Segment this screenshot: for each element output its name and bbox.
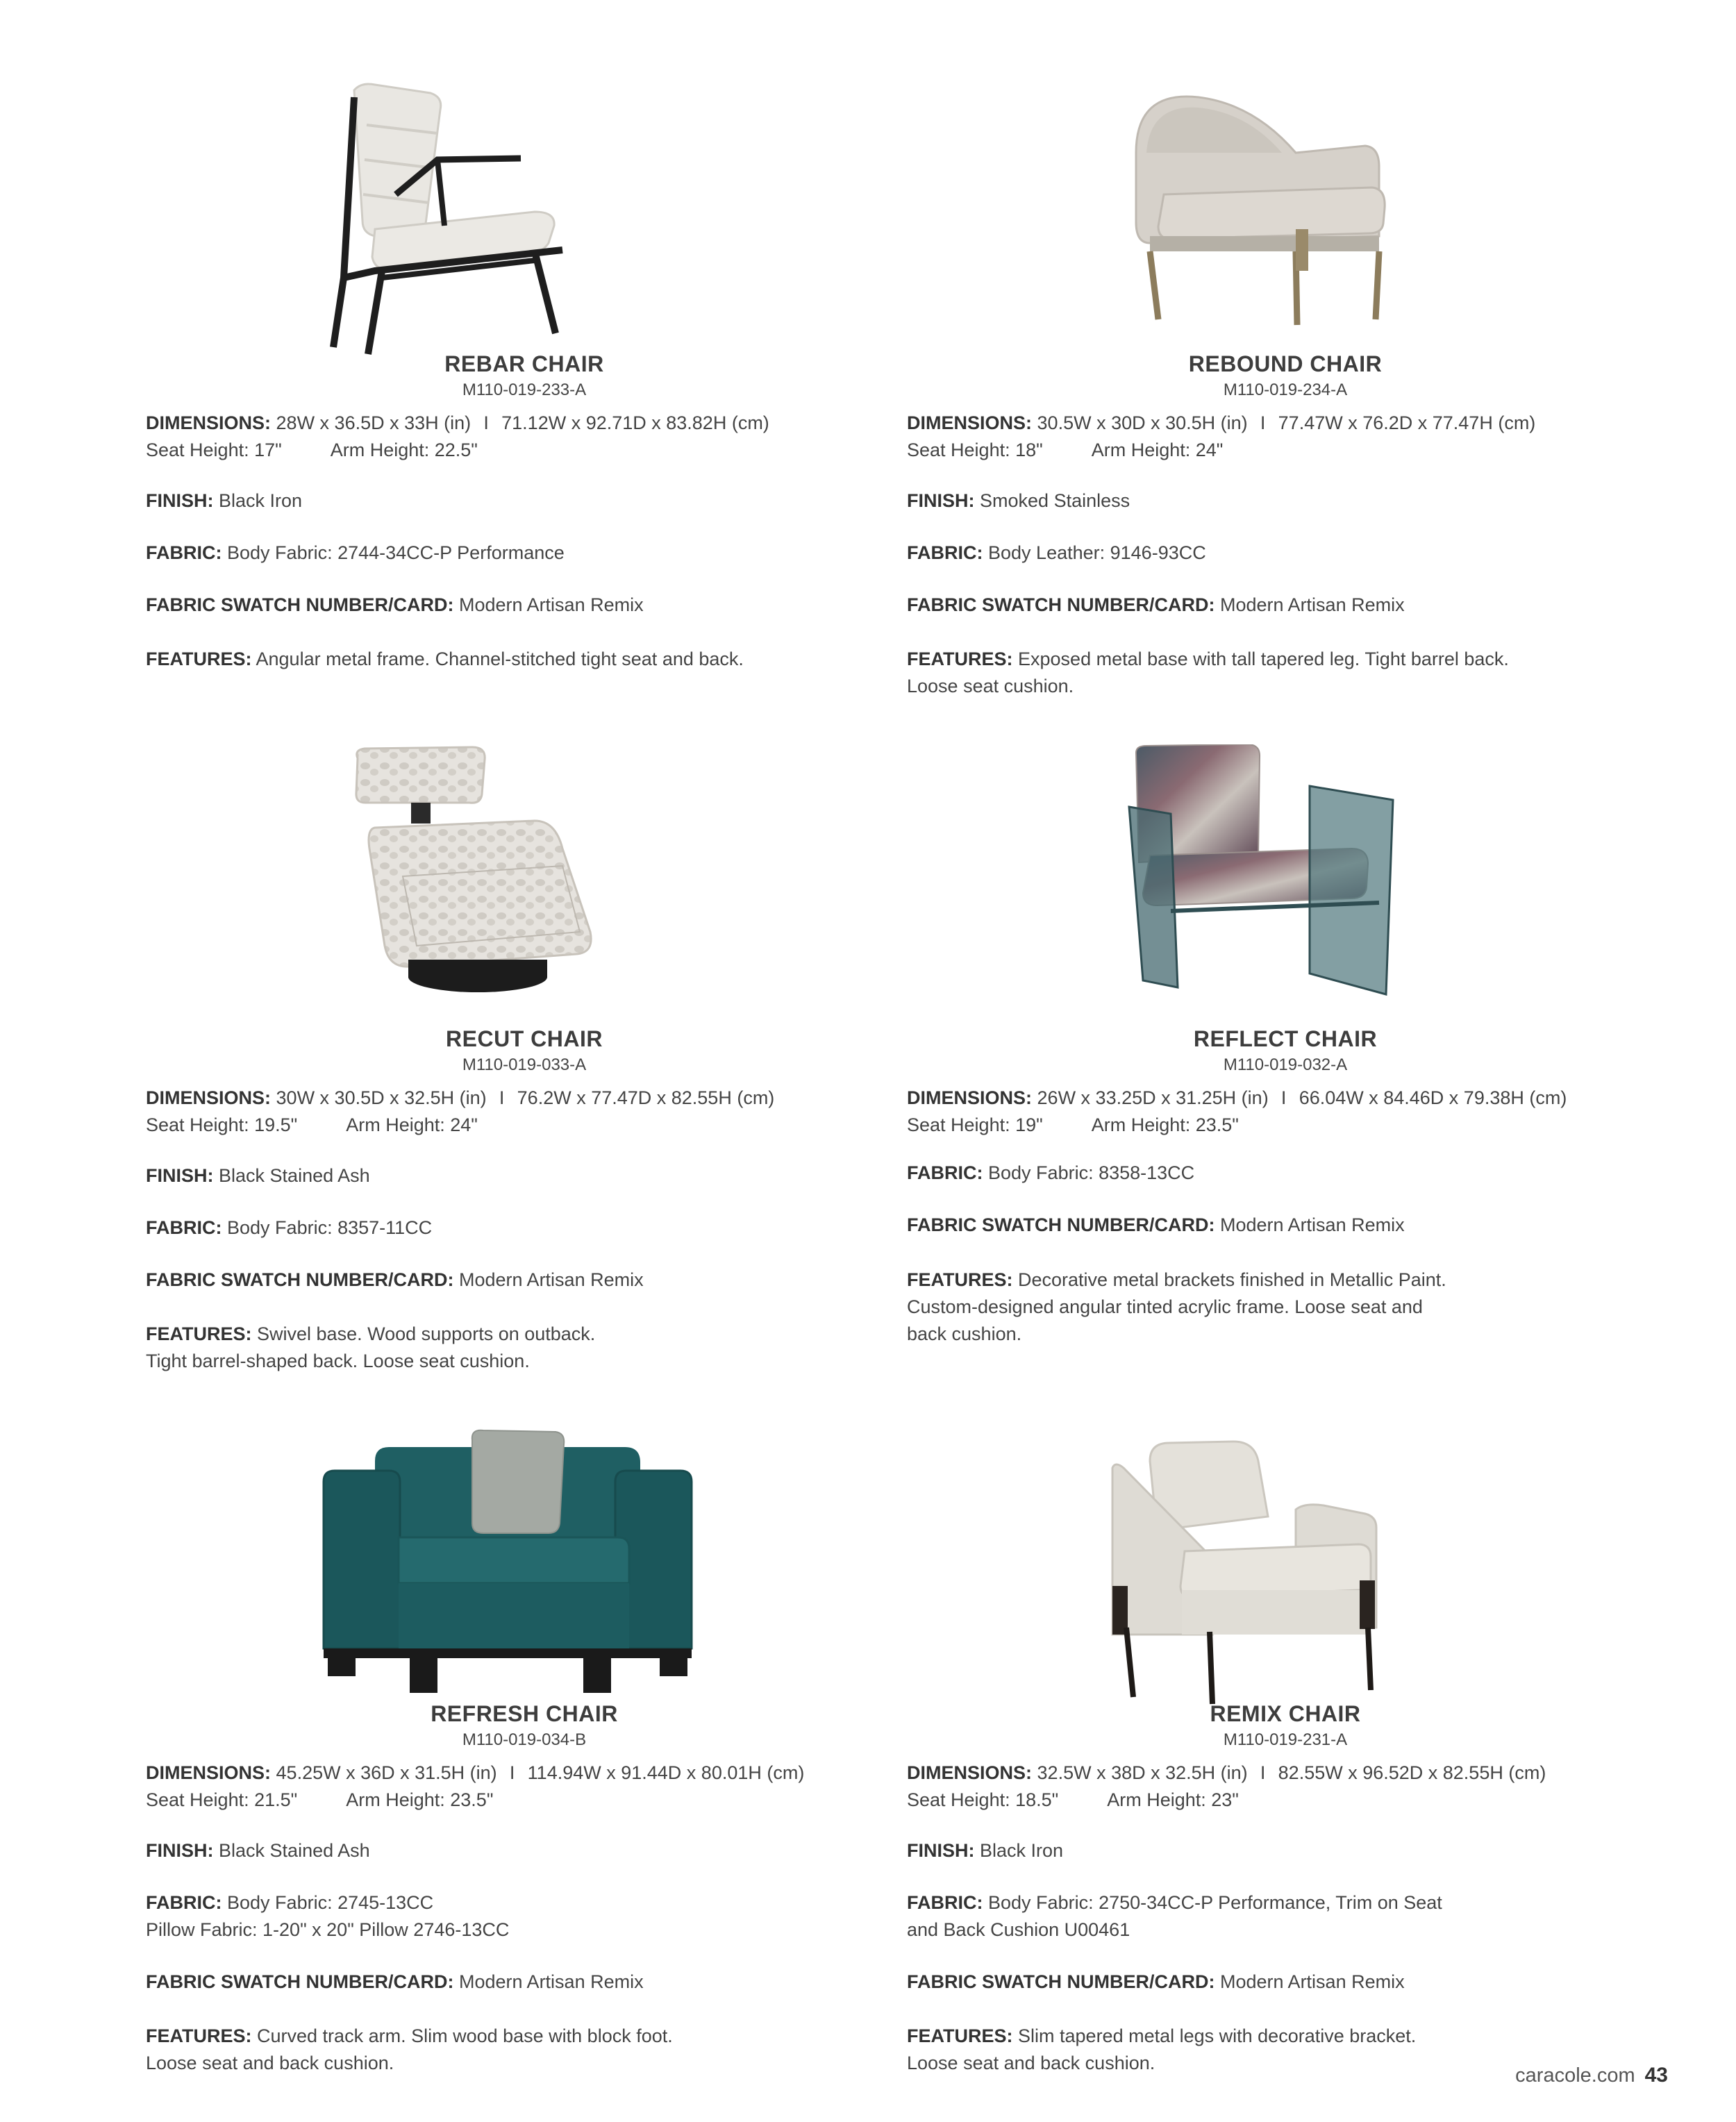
dimensions-cm: 66.04W x 84.46D x 79.38H (cm) (1299, 1087, 1567, 1108)
finish-label: FINISH: (907, 1840, 975, 1861)
arm-height: Arm Height: 23" (1107, 1789, 1239, 1810)
fabric-value: Body Fabric: 2745-13CC (227, 1892, 434, 1913)
seat-height: Seat Height: 18.5" (907, 1789, 1059, 1810)
fabric-label: FABRIC: (146, 1217, 222, 1238)
swatch-label: FABRIC SWATCH NUMBER/CARD: (146, 1971, 454, 1992)
features-block (146, 1321, 903, 1375)
dimensions-label: DIMENSIONS: (907, 1087, 1033, 1108)
swatch-value: Modern Artisan Remix (1220, 1214, 1405, 1235)
swatch-line (146, 1969, 903, 1996)
swatch-value: Modern Artisan Remix (459, 594, 644, 615)
product-sku: M110-019-034-B (462, 1730, 587, 1749)
swatch-value: Modern Artisan Remix (459, 1971, 644, 1992)
swatch-label: FABRIC SWATCH NUMBER/CARD: (907, 1971, 1215, 1992)
rebound-chair-photo (907, 69, 1664, 396)
dimensions-in: 28W x 36.5D x 33H (in) (276, 412, 471, 433)
features-block (146, 2023, 903, 2077)
swatch-value: Modern Artisan Remix (1220, 594, 1405, 615)
fabric-label: FABRIC: (907, 1162, 983, 1183)
seat-height: Seat Height: 17" (146, 440, 282, 460)
arm-height: Arm Height: 24" (1091, 440, 1224, 460)
fabric-label: FABRIC: (907, 1892, 983, 1913)
finish-value: Smoked Stainless (980, 490, 1130, 511)
dimensions-block (907, 1085, 1664, 1139)
reflect-chair-photo (907, 744, 1664, 1071)
dimensions-separator: I (499, 1087, 505, 1108)
refresh-chair-photo (146, 1419, 903, 1746)
features-label: FEATURES: (907, 2025, 1013, 2046)
product-sku: M110-019-231-A (1223, 1730, 1348, 1749)
seat-height: Seat Height: 19.5" (146, 1114, 298, 1135)
product-title: RECUT CHAIR (446, 1026, 603, 1051)
swatch-label: FABRIC SWATCH NUMBER/CARD: (907, 594, 1215, 615)
features-line-3: back cushion. (907, 1323, 1022, 1344)
finish-line (907, 1837, 1664, 1864)
fabric-value: Body Fabric: 2744-34CC-P Performance (227, 542, 565, 563)
finish-line (907, 487, 1664, 515)
seat-height: Seat Height: 21.5" (146, 1789, 298, 1810)
finish-value: Black Stained Ash (219, 1840, 370, 1861)
swatch-line (907, 1969, 1664, 1996)
features-line (146, 646, 903, 673)
arm-height: Arm Height: 22.5" (330, 440, 478, 460)
features-label: FEATURES: (907, 1269, 1013, 1290)
finish-value: Black Iron (219, 490, 303, 511)
dimensions-label: DIMENSIONS: (146, 1762, 272, 1783)
fabric-value: Body Fabric: 2750-34CC-P Performance, Trim on Seat (988, 1892, 1442, 1913)
dimensions-cm: 71.12W x 92.71D x 83.82H (cm) (501, 412, 769, 433)
product-title: REMIX CHAIR (1210, 1701, 1361, 1726)
features-block (907, 646, 1664, 700)
dimensions-label: DIMENSIONS: (146, 1087, 272, 1108)
features-label: FEATURES: (146, 2025, 252, 2046)
fabric-line-2: Pillow Fabric: 1-20" x 20" Pillow 2746-13CC (146, 1919, 510, 1940)
dimensions-separator: I (483, 412, 489, 433)
finish-label: FINISH: (146, 1165, 214, 1186)
features-line-2: Tight barrel-shaped back. Loose seat cushion. (146, 1351, 530, 1371)
features-label: FEATURES: (907, 649, 1013, 669)
dimensions-label: DIMENSIONS: (146, 412, 272, 433)
dimensions-block (146, 1760, 903, 1814)
swatch-label: FABRIC SWATCH NUMBER/CARD: (146, 1269, 454, 1290)
swatch-line (907, 592, 1664, 619)
finish-line (146, 1162, 903, 1189)
features-value: Curved track arm. Slim wood base with block foot. (257, 2025, 673, 2046)
recut-chair-photo (146, 744, 903, 1071)
fabric-line (907, 540, 1664, 567)
rebar-chair-photo (146, 69, 903, 396)
product-sku: M110-019-233-A (462, 381, 587, 399)
dimensions-in: 45.25W x 36D x 31.5H (in) (276, 1762, 497, 1783)
features-value: Slim tapered metal legs with decorative bracket. (1018, 2025, 1417, 2046)
features-value: Decorative metal brackets finished in Metallic Paint. (1018, 1269, 1446, 1290)
seat-height: Seat Height: 19" (907, 1114, 1043, 1135)
product-title: REBOUND CHAIR (1188, 351, 1383, 376)
features-value: Swivel base. Wood supports on outback. (257, 1323, 596, 1344)
finish-label: FINISH: (146, 490, 214, 511)
swatch-line (146, 592, 903, 619)
finish-value: Black Iron (980, 1840, 1064, 1861)
features-block (907, 1267, 1664, 1348)
fabric-line-2: and Back Cushion U00461 (907, 1919, 1130, 1940)
features-value: Exposed metal base with tall tapered leg. Tight barrel back. (1018, 649, 1509, 669)
fabric-line (907, 1160, 1664, 1187)
arm-height: Arm Height: 23.5" (346, 1789, 494, 1810)
features-line-2: Loose seat and back cushion. (907, 2053, 1155, 2073)
dimensions-in: 26W x 33.25D x 31.25H (in) (1037, 1087, 1269, 1108)
product-title: REFLECT CHAIR (1193, 1026, 1378, 1051)
features-line-2: Loose seat and back cushion. (146, 2053, 394, 2073)
dimensions-label: DIMENSIONS: (907, 1762, 1033, 1783)
dimensions-in: 30W x 30.5D x 32.5H (in) (276, 1087, 487, 1108)
finish-label: FINISH: (907, 490, 975, 511)
dimensions-label: DIMENSIONS: (907, 412, 1033, 433)
features-line-2: Loose seat cushion. (907, 676, 1074, 696)
fabric-block (907, 1889, 1664, 1944)
dimensions-in: 30.5W x 30D x 30.5H (in) (1037, 412, 1248, 433)
page-footer (1515, 2064, 1668, 2087)
fabric-line (146, 540, 903, 567)
remix-chair-photo (907, 1419, 1664, 1746)
fabric-label: FABRIC: (146, 542, 222, 563)
footer-site: caracole.com (1515, 2064, 1635, 2087)
fabric-block (146, 1889, 903, 1944)
features-line-2: Custom-designed angular tinted acrylic frame. Loose seat and (907, 1296, 1423, 1317)
swatch-label: FABRIC SWATCH NUMBER/CARD: (907, 1214, 1215, 1235)
fabric-label: FABRIC: (146, 1892, 222, 1913)
dimensions-separator: I (1260, 1762, 1266, 1783)
finish-label: FINISH: (146, 1840, 214, 1861)
product-title: REBAR CHAIR (444, 351, 604, 376)
arm-height: Arm Height: 23.5" (1091, 1114, 1239, 1135)
dimensions-block (907, 1760, 1664, 1814)
product-sku: M110-019-032-A (1223, 1055, 1348, 1074)
features-value: Angular metal frame. Channel-stitched tight seat and back. (256, 649, 744, 669)
swatch-line (907, 1212, 1664, 1239)
dimensions-block (146, 1085, 903, 1139)
dimensions-separator: I (509, 1762, 515, 1783)
dimensions-block (146, 410, 903, 464)
dimensions-in: 32.5W x 38D x 32.5H (in) (1037, 1762, 1248, 1783)
swatch-value: Modern Artisan Remix (1220, 1971, 1405, 1992)
page-number: 43 (1644, 2064, 1668, 2087)
fabric-value: Body Fabric: 8357-11CC (227, 1217, 433, 1238)
swatch-value: Modern Artisan Remix (459, 1269, 644, 1290)
swatch-line (146, 1267, 903, 1294)
dimensions-separator: I (1280, 1087, 1287, 1108)
dimensions-cm: 76.2W x 77.47D x 82.55H (cm) (517, 1087, 775, 1108)
seat-height: Seat Height: 18" (907, 440, 1043, 460)
dimensions-cm: 77.47W x 76.2D x 77.47H (cm) (1278, 412, 1536, 433)
finish-line (146, 1837, 903, 1864)
fabric-value: Body Fabric: 8358-13CC (988, 1162, 1195, 1183)
dimensions-cm: 114.94W x 91.44D x 80.01H (cm) (527, 1762, 805, 1783)
fabric-label: FABRIC: (907, 542, 983, 563)
dimensions-separator: I (1260, 412, 1266, 433)
finish-value: Black Stained Ash (219, 1165, 370, 1186)
features-label: FEATURES: (146, 649, 252, 669)
dimensions-block (907, 410, 1664, 464)
finish-line (146, 487, 903, 515)
product-sku: M110-019-033-A (462, 1055, 587, 1074)
arm-height: Arm Height: 24" (346, 1114, 478, 1135)
features-label: FEATURES: (146, 1323, 252, 1344)
product-sku: M110-019-234-A (1223, 381, 1348, 399)
fabric-value: Body Leather: 9146-93CC (988, 542, 1206, 563)
dimensions-cm: 82.55W x 96.52D x 82.55H (cm) (1278, 1762, 1546, 1783)
swatch-label: FABRIC SWATCH NUMBER/CARD: (146, 594, 454, 615)
product-title: REFRESH CHAIR (431, 1701, 618, 1726)
fabric-line (146, 1214, 903, 1242)
